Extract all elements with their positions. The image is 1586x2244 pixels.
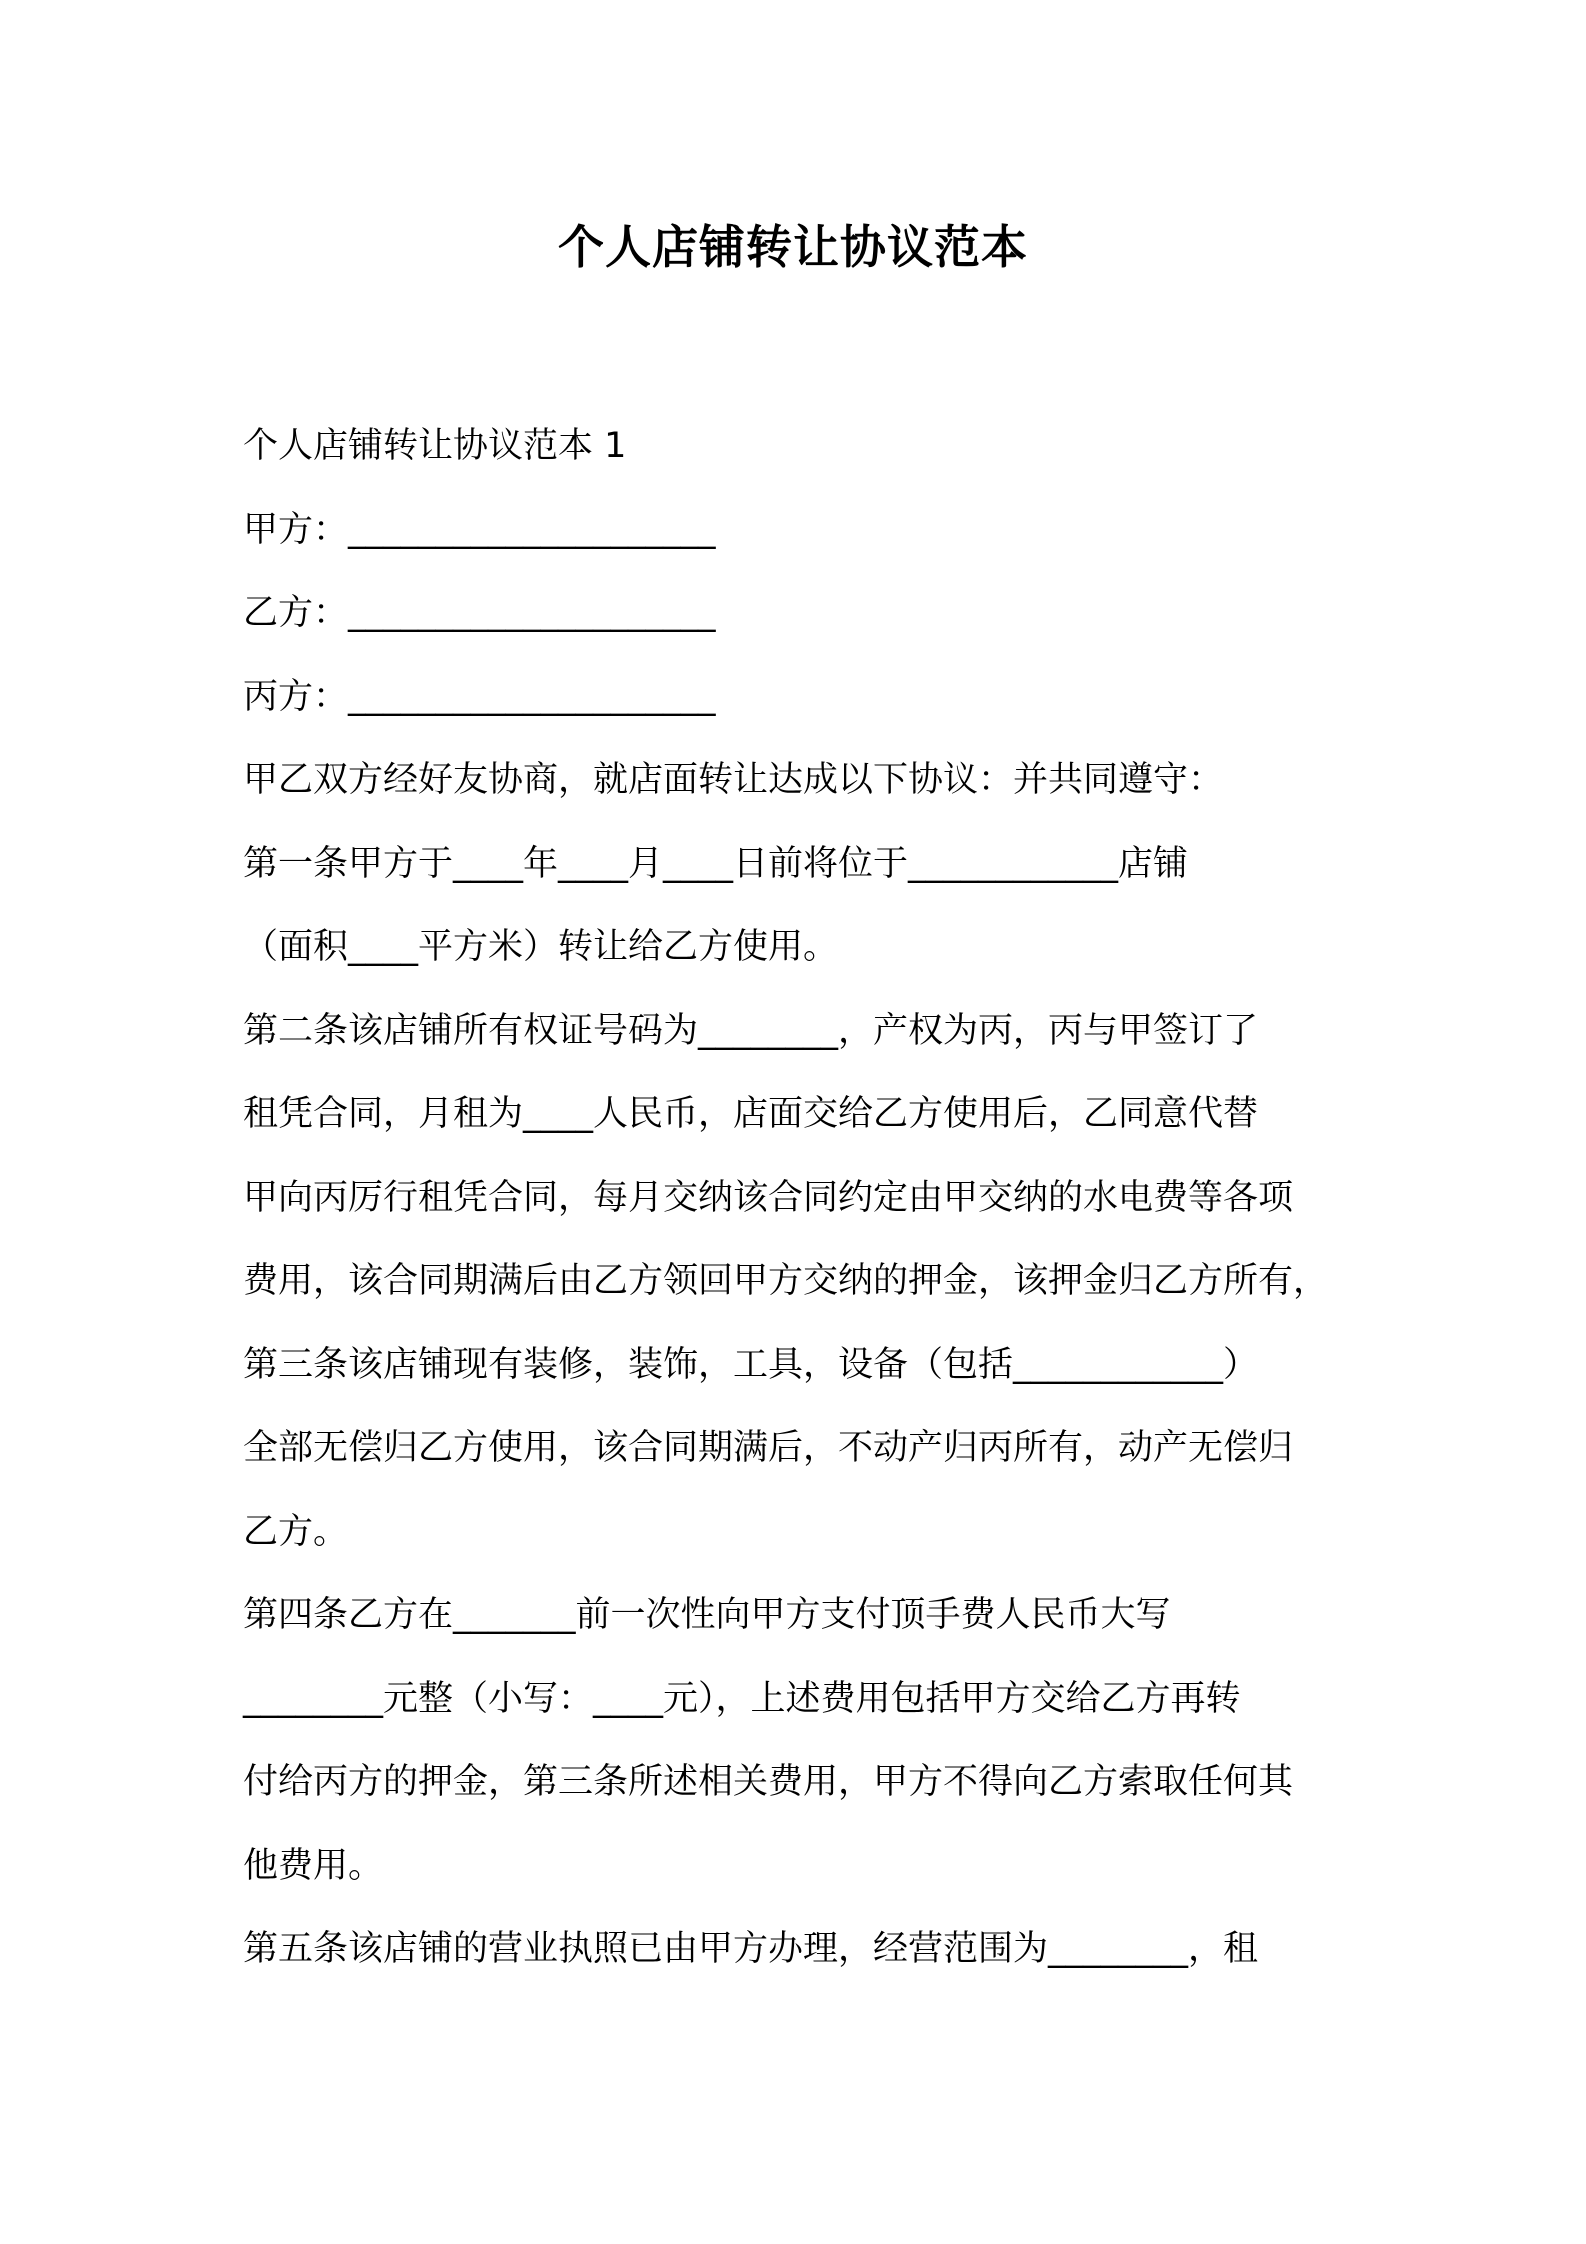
article-2-line-3: 甲向丙厉行租凭合同，每月交纳该合同约定由甲交纳的水电费等各项 xyxy=(243,1177,1294,1218)
article-1-line-2: （面积____平方米）转让给乙方使用。 xyxy=(243,927,839,967)
article-4-line-3: 付给丙方的押金，第三条所述相关费用，甲方不得向乙方索取任何其 xyxy=(243,1762,1294,1802)
party-a-line: 甲方：_____________________ xyxy=(243,509,716,550)
article-2-line-2: 租凭合同，月租为____人民币，店面交给乙方使用后，乙同意代替 xyxy=(243,1094,1259,1134)
article-4-line-1: 第四条乙方在_______前一次性向甲方支付顶手费人民币大写 xyxy=(243,1595,1171,1635)
article-4-line-4: 他费用。 xyxy=(243,1845,384,1886)
article-3-line-2: 全部无偿归乙方使用，该合同期满后，不动产归丙所有，动产无偿归 xyxy=(243,1428,1294,1468)
party-b-line: 乙方：_____________________ xyxy=(243,593,716,633)
article-5-line-1: 第五条该店铺的营业执照已由甲方办理，经营范围为________，租 xyxy=(243,1929,1259,1969)
article-3-line-3: 乙方。 xyxy=(243,1511,349,1552)
article-2-line-1: 第二条该店铺所有权证号码为________，产权为丙，丙与甲签订了 xyxy=(243,1010,1259,1051)
document-title: 个人店铺转让协议范本 xyxy=(558,220,1028,274)
article-2-line-4: 费用，该合同期满后由乙方领回甲方交纳的押金，该押金归乙方所有， xyxy=(243,1261,1329,1301)
article-3-line-1: 第三条该店铺现有装修，装饰，工具，设备（包括____________） xyxy=(243,1344,1259,1385)
section-heading: 个人店铺转让协议范本 1 xyxy=(243,426,627,466)
intro-line: 甲乙双方经好友协商，就店面转让达成以下协议：并共同遵守： xyxy=(243,760,1224,800)
party-c-line: 丙方：_____________________ xyxy=(243,676,716,717)
document-body xyxy=(243,405,1363,1992)
article-4-line-2: ________元整（小写：____元），上述费用包括甲方交给乙方再转 xyxy=(243,1678,1241,1719)
article-1-line-1: 第一条甲方于____年____月____日前将位于____________店铺 xyxy=(243,843,1189,884)
